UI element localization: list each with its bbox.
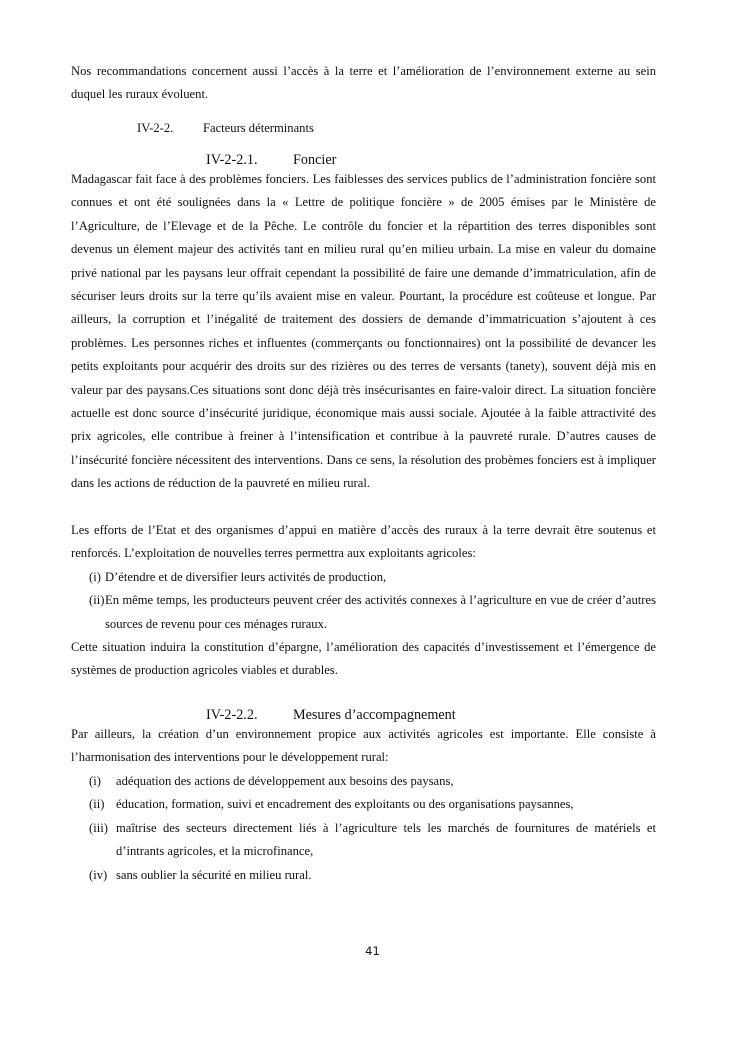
subsection2-number: IV-2-2.2. (206, 707, 258, 723)
foncier-paragraph-1: Madagascar fait face à des problèmes fonciers. Les faiblesses des services publics de l’administration foncière sont connues et ont été soulignées dans la « Lettre de politique foncière » de 2005 émises par le Ministère de l’Agriculture, de l’Elevage et de la Pêche. Le contrôle du foncier et la répartition des terres disponibles sont devenus un élement majeur des activités tant en milieu rural qu’en milieu urbain. La mise en valeur du domaine privé national par les paysans leur offrait cependant la possibilité de faire une demande d’immatriculation, afin de sécuriser leurs droits sur la terre qu’ils avaient mise en valeur. Pourtant, la procédure est coûteuse et longue. Par ailleurs, la corruption et l’inégalité de traitement des dossiers de demande d’immatricuation s’ajoutent à ces problèmes. Les personnes riches et influentes (commerçants ou fonctionnaires) ont la possibilité de devancer les petits exploitants pour acquérir des droits sur des rizières ou des terres de versants (tanety), souvent déjà mis en valeur par des paysans.Ces situations sont donc déjà très insécurisantes en faire-valoir direct. La situation foncière actuelle est donc source d’insécurité juridique, économique mais aussi sociale. Ajoutée à la faible attractivité des prix agricoles, elle contribue à freiner à l’intensification et contribue à la pauvreté rurale. D’autres causes de l’insécurité foncière nécessitent des interventions. Dans ce sens, la résolution des probèmes fonciers est à impliquer dans les actions de réduction de la pauvreté en milieu rural. (71, 172, 656, 491)
accompagnement-list (71, 770, 656, 887)
subsection2-heading (206, 707, 456, 724)
list-item (71, 566, 656, 589)
list-item (71, 589, 656, 636)
section-number: IV-2-2. (137, 121, 174, 135)
list-item (71, 770, 656, 793)
subsection2-title: Mesures d’accompagnement (293, 707, 456, 723)
foncier-paragraph-2: Les efforts de l’Etat et des organismes d’appui en matière d’accès des ruraux à la terre devrait être soutenus et renforcés. L’exploitation de nouvelles terres permettra aux exploitants agricoles: (71, 523, 656, 561)
list-marker: (i) (89, 570, 101, 584)
list-item (71, 864, 656, 887)
accompagnement-paragraph: Par ailleurs, la création d’un environnement propice aux activités agricoles est importante. Elle consiste à l’harmonisation des interventions pour le développement rural: (71, 727, 656, 765)
foncier-paragraph-3: Cette situation induira la constitution d’épargne, l’amélioration des capacités d’investissement et l’émergence de systèmes de production agricoles viables et durables. (71, 640, 656, 678)
list-text: D’étendre et de diversifier leurs activités de production, (105, 570, 387, 584)
list-item (71, 817, 656, 864)
foncier-list (71, 566, 656, 636)
subsection1-number: IV-2-2.1. (206, 152, 258, 168)
list-text: sans oublier la sécurité en milieu rural. (116, 867, 312, 882)
list-marker: (ii) (89, 797, 105, 812)
list-text: adéquation des actions de développement aux besoins des paysans, (116, 774, 454, 788)
list-text: En même temps, les producteurs peuvent créer des activités connexes à l’agriculture en vue de créer d’autres sources de revenu pour ces ménages ruraux. (105, 593, 656, 631)
list-marker: (iv) (89, 867, 108, 882)
list-marker: (iii) (89, 820, 108, 835)
subsection1-title: Foncier (293, 152, 337, 168)
section-heading (137, 121, 314, 136)
intro-paragraph: Nos recommandations concernent aussi l’accès à la terre et l’amélioration de l’environnement externe au sein duquel les ruraux évoluent. (71, 64, 656, 102)
subsection1-heading (206, 152, 336, 169)
list-text: éducation, formation, suivi et encadrement des exploitants ou des organisations paysannes, (116, 797, 574, 812)
page-number: 41 (365, 944, 380, 958)
list-marker: (i) (89, 774, 101, 788)
list-marker: (ii) (89, 593, 105, 608)
list-text: maîtrise des secteurs directement liés à l’agriculture tels les marchés de fournitures de matériels et d’intrants agricoles, et la microfinance, (116, 820, 656, 859)
list-item (71, 793, 656, 816)
section-title: Facteurs déterminants (203, 121, 314, 135)
